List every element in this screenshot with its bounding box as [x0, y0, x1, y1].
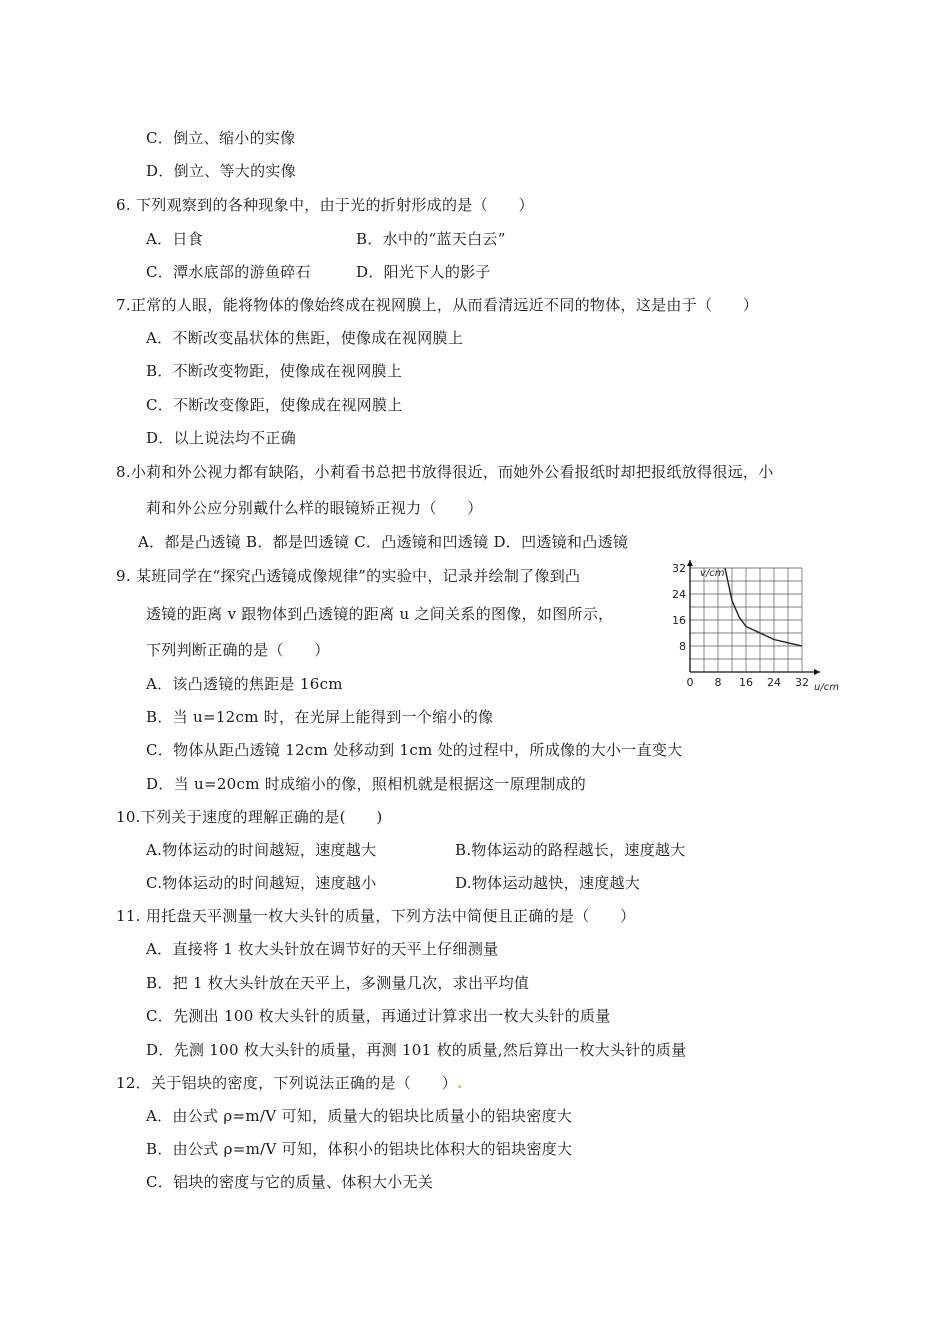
graph-grid	[690, 568, 802, 672]
option-12b: B．由公式 ρ=m/V 可知，体积小的铝块比体积大的铝块密度大	[146, 1140, 573, 1158]
yellow-mark: .	[457, 1074, 463, 1092]
question-6: 6. 下列观察到的各种现象中，由于光的折射形成的是（ ）	[116, 196, 534, 214]
question-8-line1: 8.小莉和外公视力都有缺陷，小莉看书总把书放得很近，而她外公看报纸时却把报纸放得很远，小	[116, 463, 774, 481]
question-11: 11. 用托盘天平测量一枚大头针的质量，下列方法中简便且正确的是（ ）	[116, 907, 636, 925]
question-12: 12．关于铝块的密度，下列说法正确的是（ ）	[116, 1074, 457, 1092]
option-12c: C．铝块的密度与它的质量、体积大小无关	[146, 1173, 434, 1191]
x-tick-label: 16	[739, 676, 753, 689]
question-7: 7.正常的人眼，能将物体的像始终成在视网膜上，从而看清远近不同的物体，这是由于（ ）	[116, 296, 759, 314]
x-axis-label: u/cm	[814, 682, 839, 693]
option-9d: D．当 u=20cm 时成缩小的像，照相机就是根据这一原理制成的	[146, 775, 587, 793]
option-10c: C.物体运动的时间越短，速度越小	[146, 874, 377, 892]
option-11d: D．先测 100 枚大头针的质量，再测 101 枚的质量,然后算出一枚大头针的质量	[146, 1041, 687, 1059]
y-tick-label: 32	[672, 562, 686, 575]
question-9-line3: 下列判断正确的是（ ）	[146, 641, 330, 659]
option-9a: A．该凸透镜的焦距是 16cm	[146, 675, 343, 693]
question-10: 10.下列关于速度的理解正确的是( )	[116, 808, 383, 826]
option-7c: C．不断改变像距，使像成在视网膜上	[146, 396, 403, 414]
option-6c: C．潭水底部的游鱼碎石	[146, 263, 311, 281]
uv-graph	[668, 560, 848, 696]
option-6b: B．水中的“蓝天白云”	[356, 230, 506, 248]
option-6d: D．阳光下人的影子	[356, 263, 491, 281]
option-7b: B．不断改变物距，使像成在视网膜上	[146, 362, 403, 380]
option-10d: D.物体运动越快，速度越大	[455, 874, 641, 892]
x-tick-label: 24	[767, 676, 781, 689]
y-axis-label: v/cm	[700, 568, 725, 579]
x-tick-label: 32	[795, 676, 809, 689]
question-9-line1: 9. 某班同学在“探究凸透镜成像规律”的实验中，记录并绘制了像到凸	[116, 567, 581, 585]
line-q5d: D．倒立、等大的实像	[146, 162, 297, 180]
option-6a: A．日食	[146, 230, 204, 248]
y-tick-label: 8	[679, 640, 686, 653]
x-tick-label: 8	[714, 676, 722, 689]
options-8: A．都是凸透镜 B．都是凹透镜 C．凸透镜和凹透镜 D．凹透镜和凸透镜	[138, 533, 629, 551]
question-8-line2: 莉和外公应分别戴什么样的眼镜矫正视力（ ）	[146, 499, 483, 517]
option-11c: C．先测出 100 枚大头针的质量，再通过计算求出一枚大头针的质量	[146, 1007, 611, 1025]
x-axis-arrow	[814, 669, 820, 675]
option-7a: A．不断改变晶状体的焦距，使像成在视网膜上	[146, 329, 464, 347]
option-11a: A．直接将 1 枚大头针放在调节好的天平上仔细测量	[146, 940, 499, 958]
option-10b: B.物体运动的路程越长，速度越大	[455, 841, 686, 859]
y-tick-label: 24	[672, 588, 686, 601]
question-9-line2: 透镜的距离 v 跟物体到凸透镜的距离 u 之间关系的图像，如图所示，	[146, 605, 614, 623]
x-tick-label: 0	[686, 676, 694, 689]
question-12-wrap	[116, 1073, 463, 1093]
line-q5c: C．倒立、缩小的实像	[146, 129, 296, 147]
option-10a: A.物体运动的时间越短，速度越大	[146, 841, 377, 859]
option-12a: A．由公式 ρ=m/V 可知，质量大的铝块比质量小的铝块密度大	[146, 1107, 573, 1125]
option-7d: D．以上说法均不正确	[146, 429, 297, 447]
option-9c: C．物体从距凸透镜 12cm 处移动到 1cm 处的过程中，所成像的大小一直变大	[146, 741, 683, 759]
option-9b: B．当 u=12cm 时，在光屏上能得到一个缩小的像	[146, 708, 494, 726]
y-tick-label: 16	[672, 614, 686, 627]
option-11b: B．把 1 枚大头针放在天平上，多测量几次，求出平均值	[146, 974, 530, 992]
y-axis-arrow	[687, 560, 693, 566]
